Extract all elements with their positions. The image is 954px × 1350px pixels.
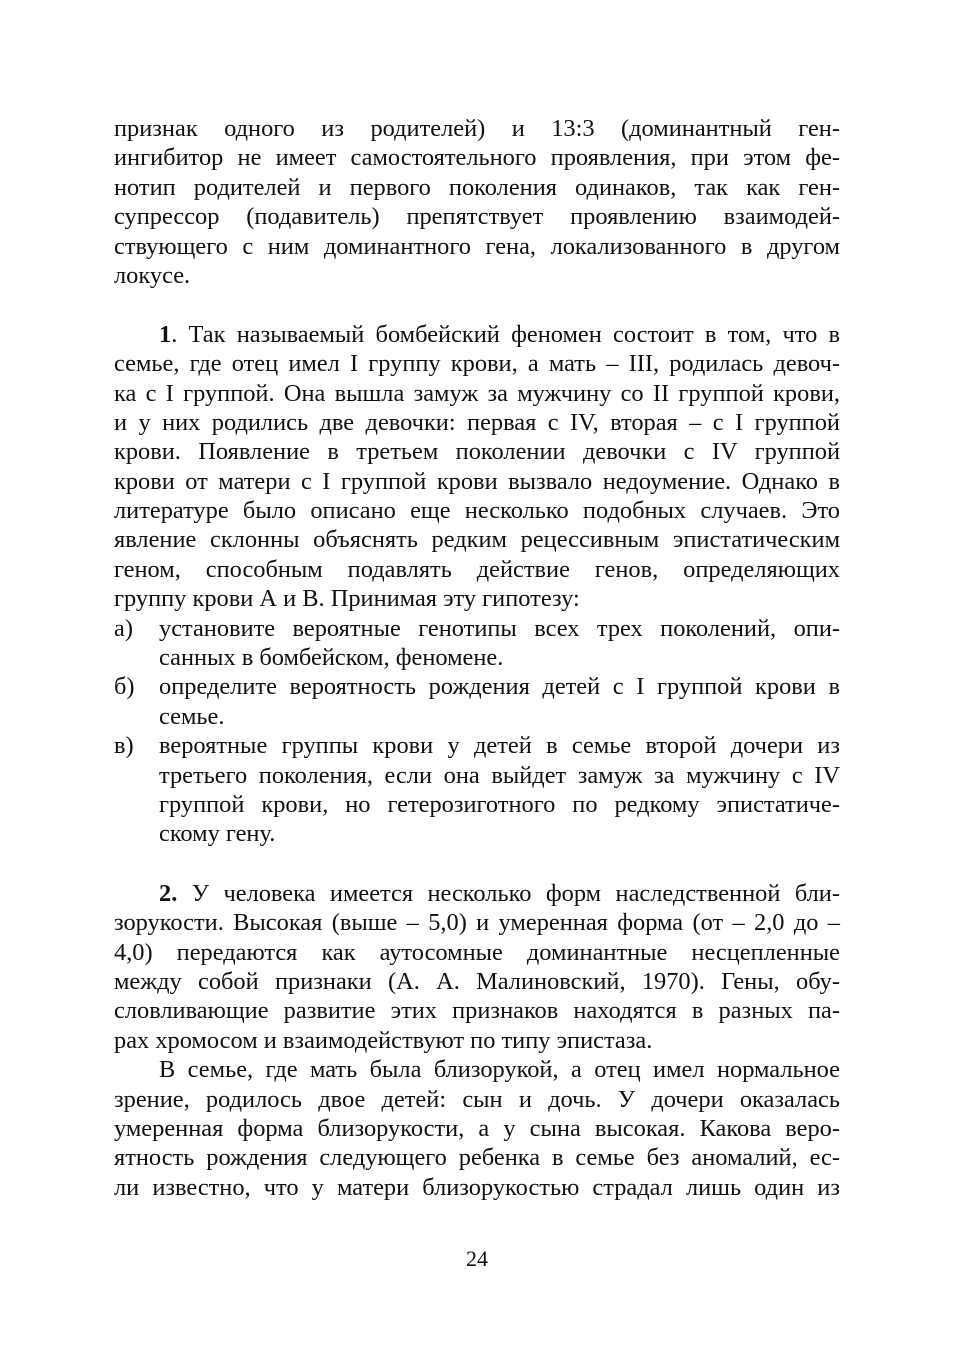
text-line: ятность рождения следующего ребенка в семье без аномалий, ес-	[114, 1144, 840, 1172]
page-number: 24	[466, 1246, 488, 1271]
text-line: умеренная форма близорукости, а у сына высокая. Какова веро-	[114, 1114, 840, 1142]
text-line: группу крови А и В. Принимая эту гипотезу:	[114, 585, 580, 613]
list-marker: а)	[114, 614, 133, 642]
spacer	[114, 849, 840, 879]
text-line: между собой признаки (А. А. Малиновский, 1970). Гены, обу-	[114, 967, 840, 995]
intro-paragraph	[114, 114, 840, 290]
page-body	[114, 114, 840, 1202]
text-line: В семье, где мать была близорукой, а отец имел нормальное	[159, 1056, 840, 1084]
text-line: установите вероятные генотипы всех трех поколений, опи-	[159, 614, 840, 642]
list-item-b	[114, 672, 840, 731]
text-line: зорукости. Высокая (выше – 5,0) и умеренная форма (от – 2,0 до –	[114, 909, 840, 937]
text-line: литературе было описано еще несколько подобных случаев. Это	[114, 497, 840, 525]
text-line: рах хромосом и взаимодействуют по типу эпистаза.	[114, 1026, 653, 1054]
list-item-body	[159, 672, 840, 731]
text-line: супрессор (подавитель) препятствует проявлению взаимодей-	[114, 203, 840, 231]
task-2-number: 2.	[159, 879, 178, 907]
text-line: ствующего с ним доминантного гена, локализованного в другом	[114, 232, 840, 260]
list-item-a	[114, 614, 840, 673]
text-line: 4,0) передаются как аутосомные доминантные несцепленные	[114, 938, 840, 966]
list-item-c	[114, 731, 840, 849]
spacer	[114, 290, 840, 319]
text-line: ингибитор не имеет самостоятельного проявления, при этом фе-	[114, 144, 840, 172]
text-line: словливающие развитие этих признаков находятся в разных па-	[114, 997, 840, 1025]
list-marker: в)	[114, 732, 134, 760]
text-line: зрение, родилось двое детей: сын и дочь. У дочери оказалась	[114, 1085, 840, 1113]
text-line: группой крови, но гетерозиготного по редкому эпистатиче-	[159, 790, 840, 818]
text-line: определите вероятность рождения детей с I группой крови в	[159, 673, 840, 701]
task-1-first-line-text: . Так называемый бомбейский феномен состоит в том, что в	[171, 320, 840, 348]
text-line: вероятные группы крови у детей в семье второй дочери из	[159, 732, 840, 760]
task-2	[114, 879, 840, 1202]
text-line: ли известно, что у матери близорукостью страдал лишь один из	[114, 1173, 840, 1201]
list-item-body	[159, 614, 840, 673]
text-line: и у них родились две девочки: первая с IV, вторая – с I группой	[114, 408, 840, 436]
task-1-number: 1	[159, 320, 172, 348]
text-line: нотип родителей и первого поколения одинаков, так как ген-	[114, 173, 840, 201]
text-line: семье.	[159, 702, 225, 730]
text-line: крови от матери с I группой крови вызвало недоумение. Однако в	[114, 467, 840, 495]
text-line: крови. Появление в третьем поколении девочки с IV группой	[114, 438, 840, 466]
text-line: ка с I группой. Она вышла замуж за мужчину со II группой крови,	[114, 379, 840, 407]
text-line: семье, где отец имел I группу крови, а мать – III, родилась девоч-	[114, 350, 840, 378]
task-1-first-line	[114, 320, 840, 349]
text-line: скому гену.	[159, 820, 276, 848]
text-line: санных в бомбейском, феномене.	[159, 644, 504, 672]
list-item-body	[159, 731, 840, 849]
list-marker: б)	[114, 673, 135, 701]
task-1	[114, 320, 840, 849]
task-2-first-line	[114, 879, 840, 908]
text-line: признак одного из родителей) и 13:3 (доминантный ген-	[114, 115, 840, 142]
text-line: геном, способным подавлять действие генов, определяющих	[114, 555, 840, 583]
text-line: явление склонны объяснять редким рецессивным эпистатическим	[114, 526, 840, 554]
text-line: локусе.	[114, 261, 191, 289]
text-line: третьего поколения, если она выйдет замуж за мужчину с IV	[159, 761, 840, 789]
task-2-first-line-text: У человека имеется несколько форм наследственной бли-	[177, 879, 840, 907]
